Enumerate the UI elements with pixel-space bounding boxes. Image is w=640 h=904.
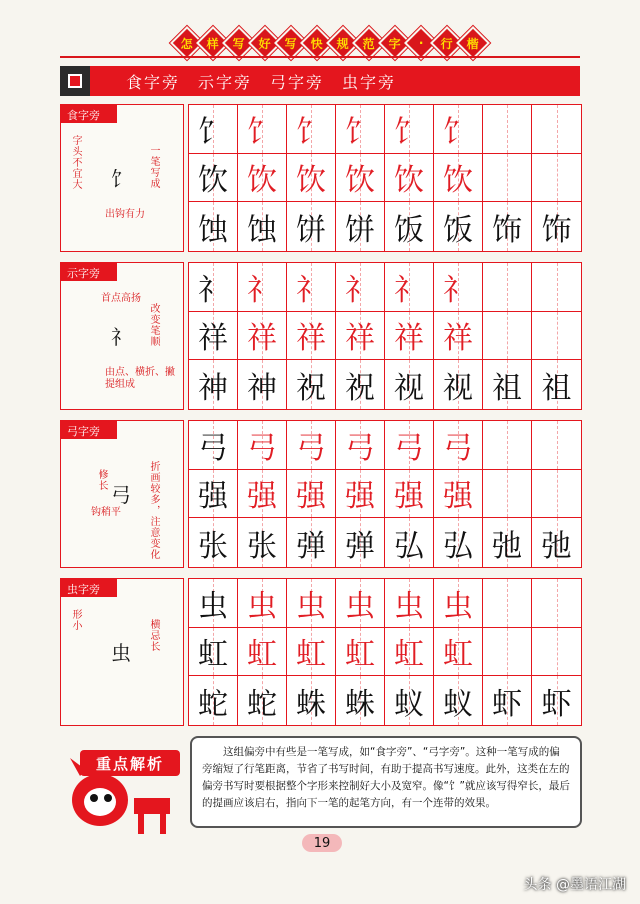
- practice-cell: [238, 154, 287, 203]
- radical-annotation: 出钩有力: [105, 209, 145, 220]
- practice-cell: [238, 579, 287, 628]
- practice-char: 虹: [345, 637, 375, 673]
- practice-cell: [532, 470, 581, 519]
- practice-char: 蛛: [345, 686, 375, 722]
- practice-char: 祝: [296, 370, 326, 406]
- practice-char: 礻: [443, 272, 473, 308]
- practice-cell: [434, 470, 483, 519]
- practice-char: 虹: [247, 637, 277, 673]
- practice-char: 蛛: [296, 686, 326, 722]
- practice-cell: [532, 202, 581, 251]
- practice-char: 饣: [443, 114, 473, 150]
- practice-cell: [385, 470, 434, 519]
- practice-char: 饰: [541, 212, 572, 248]
- practice-char: 弓: [198, 430, 228, 466]
- practice-cell: [336, 518, 385, 567]
- practice-char: 虫: [394, 588, 424, 624]
- radical-annotation: 首点高扬: [101, 293, 141, 304]
- practice-cell: [385, 105, 434, 154]
- practice-cell: [336, 470, 385, 519]
- practice-cell: [287, 263, 336, 312]
- practice-cell: [189, 421, 238, 470]
- practice-char: 饮: [198, 163, 228, 199]
- practice-cell: [336, 202, 385, 251]
- banner-char: 写: [232, 36, 246, 51]
- practice-char: 饣: [394, 114, 424, 150]
- practice-cell: [238, 312, 287, 361]
- practice-char: 强: [296, 479, 326, 515]
- practice-cell: [483, 470, 532, 519]
- practice-cell: [532, 263, 581, 312]
- radical-sample: 弓: [111, 483, 131, 507]
- banner-char: 字: [388, 36, 402, 51]
- practice-char: 礻: [296, 272, 326, 308]
- practice-cell: [336, 421, 385, 470]
- practice-char: 蚀: [198, 212, 228, 248]
- practice-cell: [385, 312, 434, 361]
- practice-char: 礻: [198, 272, 228, 308]
- practice-grid: [188, 420, 582, 568]
- practice-char: 强: [345, 479, 375, 515]
- radical-label: 弓字旁: [61, 421, 117, 439]
- practice-cell: [189, 360, 238, 409]
- practice-cell: [238, 676, 287, 725]
- radical-section: [60, 104, 582, 252]
- practice-cell: [483, 628, 532, 677]
- practice-cell: [483, 676, 532, 725]
- practice-cell: [238, 202, 287, 251]
- practice-cell: [336, 263, 385, 312]
- radical-sample: 礻: [111, 325, 131, 349]
- practice-cell: [336, 105, 385, 154]
- practice-char: 虹: [443, 637, 473, 673]
- practice-char: 弓: [394, 430, 424, 466]
- practice-char: 弓: [345, 430, 375, 466]
- practice-cell: [434, 263, 483, 312]
- practice-char: 饮: [296, 163, 326, 199]
- practice-grid: [188, 262, 582, 410]
- practice-char: 蚁: [394, 686, 424, 722]
- practice-char: 饰: [492, 212, 522, 248]
- practice-cell: [434, 628, 483, 677]
- practice-char: 祥: [345, 321, 375, 357]
- banner-char: 写: [284, 36, 298, 51]
- practice-char: 弓: [296, 430, 326, 466]
- practice-char: 饼: [345, 212, 375, 248]
- practice-cell: [434, 154, 483, 203]
- practice-cell: [434, 105, 483, 154]
- practice-cell: [238, 421, 287, 470]
- practice-char: 虫: [345, 588, 375, 624]
- practice-cell: [189, 312, 238, 361]
- practice-cell: [287, 202, 336, 251]
- practice-char: 祝: [345, 370, 375, 406]
- practice-char: 弓: [247, 430, 277, 466]
- practice-char: 弛: [541, 528, 572, 564]
- radical-note-box: [60, 104, 184, 252]
- practice-cell: [532, 105, 581, 154]
- practice-cell: [532, 518, 581, 567]
- practice-grid: [188, 578, 582, 726]
- practice-char: 虾: [492, 686, 522, 722]
- practice-cell: [189, 202, 238, 251]
- practice-cell: [483, 518, 532, 567]
- practice-cell: [189, 470, 238, 519]
- practice-char: 视: [443, 370, 473, 406]
- watermark: 头条 @墨语江湖: [523, 877, 626, 893]
- practice-cell: [385, 154, 434, 203]
- banner-char: 规: [336, 36, 350, 51]
- practice-char: 蛇: [247, 686, 277, 722]
- practice-cell: [238, 263, 287, 312]
- practice-char: 弛: [492, 528, 522, 564]
- radical-annotation: 形小: [70, 609, 81, 631]
- practice-char: 张: [198, 528, 228, 564]
- lesson-square-icon: [60, 66, 90, 96]
- practice-cell: [483, 421, 532, 470]
- practice-cell: [385, 263, 434, 312]
- radical-sample: 饣: [111, 167, 131, 191]
- practice-cell: [483, 202, 532, 251]
- practice-cell: [189, 263, 238, 312]
- practice-cell: [336, 154, 385, 203]
- analysis-text: 这组偏旁中有些是一笔写成，如“食字旁”、“弓字旁”。这种一笔写成的偏旁缩短了行笔距离，节省了书写时间，有助于提高书写速度。此外，这类在左的偏旁书写时要根据整个字形来控制好大小及宽窄。像“饣”就应该写得窄长，最后的提画应该启右，指向下一笔的起笔方向，有一个连带的效果。: [190, 736, 582, 828]
- radical-label: 食字旁: [61, 105, 117, 123]
- practice-cell: [336, 579, 385, 628]
- practice-cell: [385, 421, 434, 470]
- practice-cell: [287, 628, 336, 677]
- practice-cell: [189, 579, 238, 628]
- practice-cell: [238, 360, 287, 409]
- practice-char: 虫: [443, 588, 473, 624]
- practice-char: 饮: [394, 163, 424, 199]
- practice-cell: [483, 312, 532, 361]
- practice-cell: [287, 518, 336, 567]
- practice-char: 神: [247, 370, 277, 406]
- practice-cell: [238, 470, 287, 519]
- practice-cell: [434, 360, 483, 409]
- practice-cell: [532, 312, 581, 361]
- practice-char: 祥: [394, 321, 424, 357]
- practice-cell: [532, 360, 581, 409]
- practice-char: 饮: [247, 163, 277, 199]
- banner-char-tile: [456, 26, 490, 60]
- practice-cell: [385, 360, 434, 409]
- practice-char: 祖: [541, 370, 572, 406]
- banner-char: 好: [258, 36, 272, 51]
- practice-char: 虫: [247, 588, 277, 624]
- banner-char: 楷: [466, 36, 480, 51]
- practice-cell: [434, 202, 483, 251]
- radical-section: [60, 420, 582, 568]
- practice-char: 祥: [247, 321, 277, 357]
- practice-cell: [483, 579, 532, 628]
- practice-char: 神: [198, 370, 228, 406]
- radical-annotation: 折画较多，注意变化: [148, 461, 159, 560]
- practice-cell: [483, 154, 532, 203]
- book-title-banner: [150, 30, 510, 56]
- radical-annotation: 修长: [96, 469, 107, 491]
- radical-annotation: 一笔写成: [148, 145, 159, 189]
- practice-cell: [385, 628, 434, 677]
- practice-cell: [532, 579, 581, 628]
- practice-cell: [336, 676, 385, 725]
- practice-cell: [238, 518, 287, 567]
- practice-char: 祥: [296, 321, 326, 357]
- banner-char: 行: [440, 36, 454, 51]
- practice-cell: [434, 312, 483, 361]
- practice-char: 蚁: [443, 686, 473, 722]
- practice-char: 虫: [296, 588, 326, 624]
- practice-char: 礻: [394, 272, 424, 308]
- radical-section: [60, 262, 582, 410]
- practice-char: 饣: [198, 114, 228, 150]
- practice-cell: [287, 105, 336, 154]
- radical-label: 示字旁: [61, 263, 117, 281]
- practice-char: 饣: [345, 114, 375, 150]
- practice-cell: [532, 676, 581, 725]
- lesson-title: 食字旁 示字旁 弓字旁 虫字旁: [126, 72, 397, 92]
- lesson-header: [60, 66, 580, 96]
- practice-char: 饭: [443, 212, 473, 248]
- practice-cell: [532, 628, 581, 677]
- practice-cell: [336, 628, 385, 677]
- practice-cell: [189, 105, 238, 154]
- practice-cell: [189, 676, 238, 725]
- practice-cell: [287, 470, 336, 519]
- practice-cell: [385, 676, 434, 725]
- practice-char: 蚀: [247, 212, 277, 248]
- practice-char: 饼: [296, 212, 326, 248]
- practice-char: 强: [394, 479, 424, 515]
- practice-char: 弘: [394, 528, 424, 564]
- practice-char: 虹: [296, 637, 326, 673]
- banner-char: ·: [418, 36, 424, 50]
- practice-char: 祥: [443, 321, 473, 357]
- practice-char: 弹: [296, 528, 326, 564]
- practice-char: 视: [394, 370, 424, 406]
- practice-char: 虹: [198, 637, 228, 673]
- radical-annotation: 字头不宜大: [70, 135, 81, 190]
- practice-cell: [483, 263, 532, 312]
- banner-divider: [60, 56, 580, 58]
- practice-cell: [287, 676, 336, 725]
- practice-cell: [189, 518, 238, 567]
- mascot-icon: [60, 728, 184, 838]
- practice-char: 虹: [394, 637, 424, 673]
- practice-cell: [532, 421, 581, 470]
- practice-char: 饭: [394, 212, 424, 248]
- practice-cell: [483, 360, 532, 409]
- page-number: 19: [302, 834, 342, 852]
- practice-char: 饮: [443, 163, 473, 199]
- practice-cell: [336, 360, 385, 409]
- practice-char: 礻: [247, 272, 277, 308]
- practice-char: 张: [247, 528, 277, 564]
- practice-char: 饣: [247, 114, 277, 150]
- radical-note-box: [60, 420, 184, 568]
- practice-cell: [189, 628, 238, 677]
- practice-cell: [287, 154, 336, 203]
- practice-cell: [287, 579, 336, 628]
- radical-label: 虫字旁: [61, 579, 117, 597]
- banner-char: 范: [362, 36, 376, 51]
- practice-char: 饣: [296, 114, 326, 150]
- practice-char: 强: [443, 479, 473, 515]
- practice-cell: [385, 202, 434, 251]
- practice-char: 弘: [443, 528, 473, 564]
- radical-note-box: [60, 578, 184, 726]
- analysis-label: 重点解析: [80, 750, 180, 776]
- practice-cell: [287, 312, 336, 361]
- radical-note-box: [60, 262, 184, 410]
- practice-char: 礻: [345, 272, 375, 308]
- practice-cell: [287, 360, 336, 409]
- practice-cell: [434, 518, 483, 567]
- practice-grid: [188, 104, 582, 252]
- practice-char: 祥: [198, 321, 228, 357]
- practice-cell: [434, 676, 483, 725]
- practice-cell: [189, 154, 238, 203]
- practice-char: 强: [247, 479, 277, 515]
- radical-sample: 虫: [111, 641, 131, 665]
- practice-char: 强: [198, 479, 228, 515]
- practice-char: 虫: [198, 588, 228, 624]
- practice-cell: [385, 579, 434, 628]
- practice-cell: [483, 105, 532, 154]
- practice-char: 弹: [345, 528, 375, 564]
- practice-cell: [532, 154, 581, 203]
- radical-section: [60, 578, 582, 726]
- radical-annotation: 由点、横折、撇提组成: [105, 367, 175, 390]
- mascot-illustration: [60, 728, 184, 838]
- practice-char: 蛇: [198, 686, 228, 722]
- practice-cell: [434, 579, 483, 628]
- banner-char: 样: [206, 36, 220, 51]
- banner-char: 快: [310, 36, 324, 51]
- radical-annotation: 横忌长: [148, 619, 159, 652]
- practice-char: 虾: [541, 686, 572, 722]
- radical-annotation: 改变笔顺: [148, 303, 159, 347]
- practice-cell: [434, 421, 483, 470]
- practice-char: 弓: [443, 430, 473, 466]
- practice-cell: [238, 105, 287, 154]
- practice-cell: [336, 312, 385, 361]
- banner-char: 怎: [180, 36, 194, 51]
- radical-annotation: 钩稍平: [91, 507, 121, 518]
- practice-cell: [287, 421, 336, 470]
- practice-cell: [385, 518, 434, 567]
- practice-char: 祖: [492, 370, 522, 406]
- practice-char: 饮: [345, 163, 375, 199]
- practice-cell: [238, 628, 287, 677]
